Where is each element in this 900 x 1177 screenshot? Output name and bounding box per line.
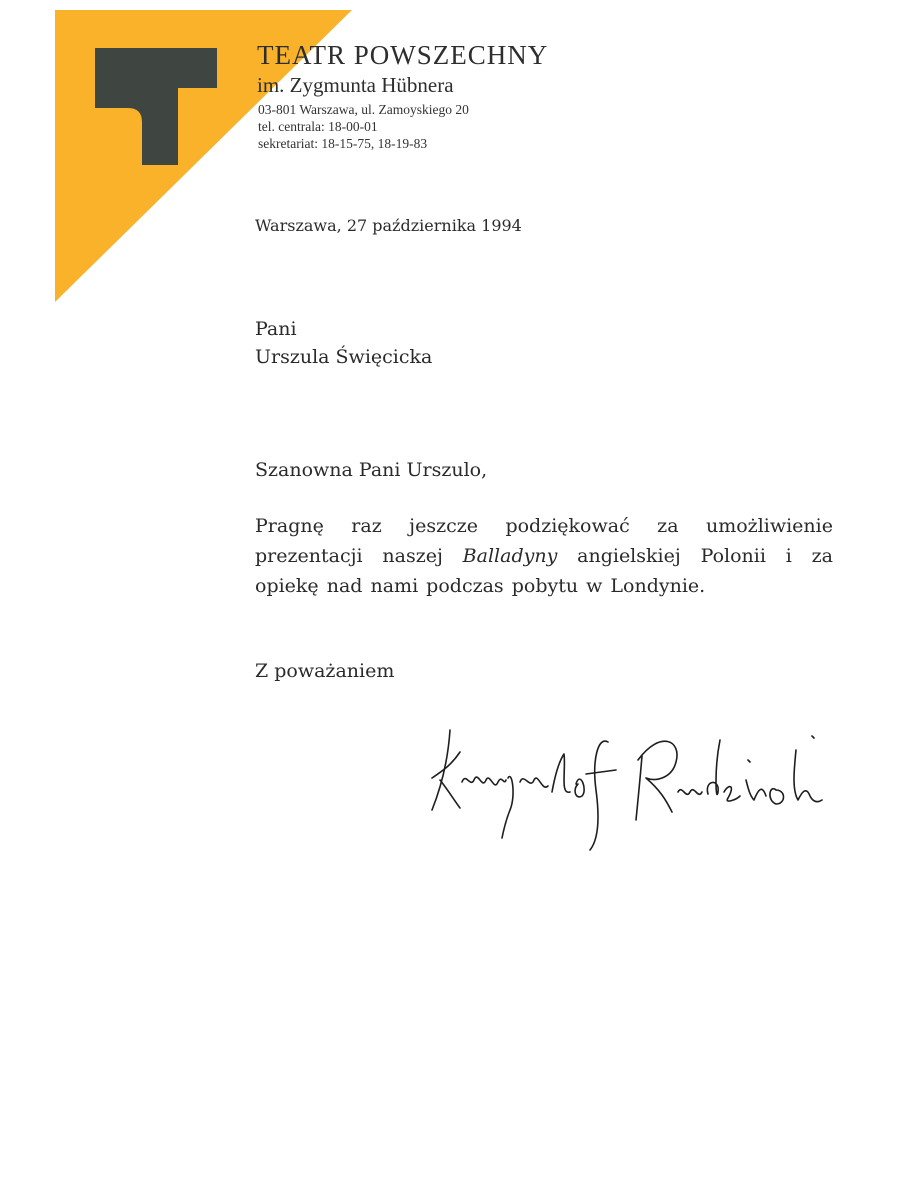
org-secretariat: sekretariat: 18-15-75, 18-19-83 <box>258 136 428 151</box>
salutation: Szanowna Pani Urszulo, <box>255 459 488 481</box>
body-text-part2: angielskiej Polonii i za opiekę nad nami podczas pobytu w Londynie. <box>255 545 833 597</box>
closing: Z poważaniem <box>255 660 395 682</box>
handwritten-signature <box>420 700 840 860</box>
org-phone: tel. centrala: 18-00-01 <box>258 119 378 134</box>
org-subtitle: im. Zygmunta Hübnera <box>257 73 454 97</box>
recipient-title: Pani <box>255 318 297 340</box>
recipient-name: Urszula Święcicka <box>255 346 433 368</box>
letter-date: Warszawa, 27 października 1994 <box>255 216 522 235</box>
org-name: TEATR POWSZECHNY <box>257 40 549 70</box>
org-address: 03-801 Warszawa, ul. Zamoyskiego 20 <box>258 102 469 117</box>
play-title: Balladyny <box>462 545 558 567</box>
recipient-block <box>255 315 432 371</box>
body-text-part1: Pragnę raz jeszcze podziękować za umożliwienie prezentacji naszej <box>255 515 833 567</box>
body-paragraph <box>255 511 833 601</box>
